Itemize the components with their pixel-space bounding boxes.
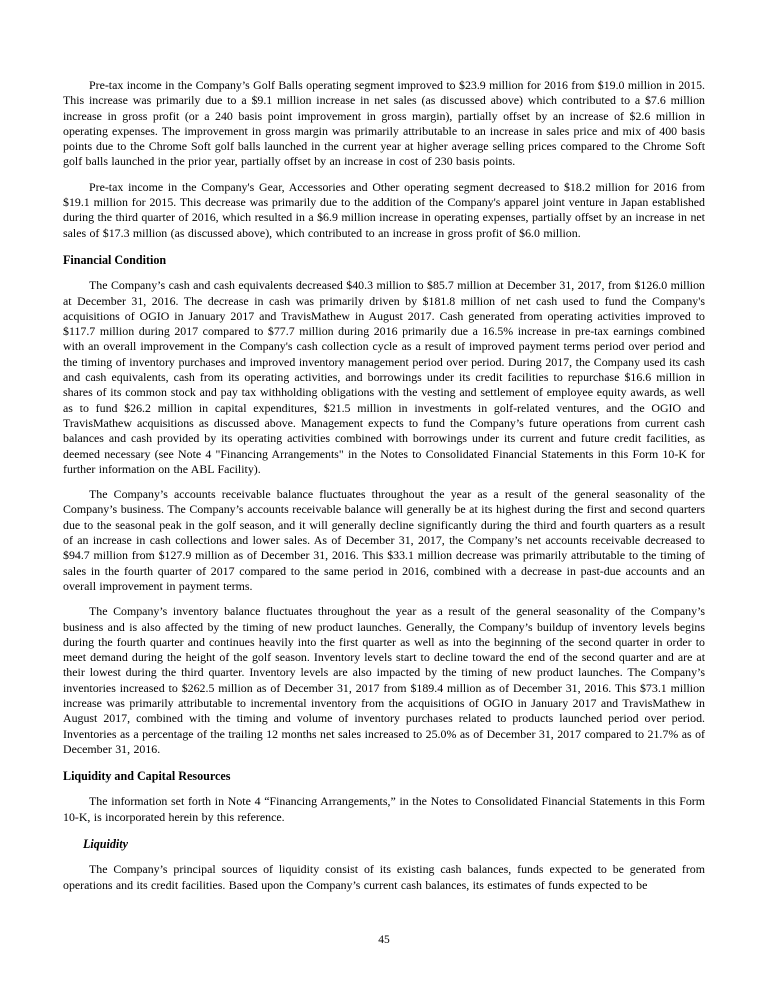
page-number: 45: [378, 934, 390, 946]
paragraph-liquidity-sources: The Company’s principal sources of liquidity consist of its existing cash balances, funds expected to be generated from operations and its credit facilities. Based upon the Company’s current cash balances, its estimates of funds expected to be: [63, 862, 705, 892]
paragraph-cash-and-equivalents: The Company’s cash and cash equivalents decreased $40.3 million to $85.7 million at December 31, 2017, from $126.0 million at December 31, 2016. The decrease in cash was primarily driven by $181.8 million of net cash used to fund the Company's acquisitions of OGIO in January 2017 and TravisMathew in August 2017. Cash generated from operating activities improved to $117.7 million during 2017 compared to $77.7 million during 2016 primarily due a 16.5% increase in pre-tax earnings combined with an overall improvement in the Company's cash collection cycle as a result of improved payment terms period over period and the timing of inventory purchases and improved inventory management period over period. During 2017, the Company used its cash and cash equivalents, cash from its operating activities, and borrowings under its credit facilities to repurchase $16.6 million in shares of its common stock and pay tax withholding obligations with the vesting and settlement of employee equity awards, as well as to fund $26.2 million in capital expenditures, $21.5 million in investments in golf-related ventures, and the OGIO and TravisMathew acquisitions as discussed above. Management expects to fund the Company’s future operations from current cash balances and cash provided by its operating activities combined with borrowings under its current and future credit facilities, as deemed necessary (see Note 4 "Financing Arrangements" in the Notes to Consolidated Financial Statements in this Form 10-K for further information on the ABL Facility).: [63, 278, 705, 476]
heading-liquidity-and-capital-resources: Liquidity and Capital Resources: [63, 769, 231, 784]
page-content: [63, 78, 705, 903]
paragraph-inventory-balance: The Company’s inventory balance fluctuates throughout the year as a result of the general seasonality of the Company’s business and is also affected by the timing of new product launches. Generally, the Company’s buildup of inventory levels begins during the fourth quarter and continues heavily into the first quarter as well as into the beginning of the second quarter in order to meet demand during the height of the golf season. Inventory levels start to decline toward the end of the second quarter and are at their lowest during the third quarter. Inventory levels are also impacted by the timing of new product launches. The Company’s inventories increased to $262.5 million as of December 31, 2017 from $189.4 million as of December 31, 2016. This $73.1 million increase was primarily attributable to incremental inventory from the acquisitions of OGIO in January 2017 and TravisMathew in August 2017, combined with the timing and volume of inventory purchases related to products launched period over period. Inventories as a percentage of the trailing 12 months net sales increased to 25.0% as of December 31, 2017 compared to 21.7% as of December 31, 2016.: [63, 604, 705, 756]
paragraph-gear-accessories-pretax-income: Pre-tax income in the Company's Gear, Accessories and Other operating segment decreased to $18.2 million for 2016 from $19.1 million for 2015. This decrease was primarily due to the addition of the Company's apparel joint venture in Japan established during the third quarter of 2016, which resulted in a $6.9 million increase in operating expenses, partially offset by an increase in net sales of $17.3 million (as discussed above), which contributed to an increase in gross profit of $6.0 million.: [63, 179, 705, 240]
heading-financial-condition: Financial Condition: [63, 252, 167, 267]
heading-liquidity: Liquidity: [83, 837, 129, 852]
paragraph-note4-incorporated-reference: The information set forth in Note 4 “Financing Arrangements,” in the Notes to Consolidated Financial Statements in this Form 10-K, is incorporated herein by this reference.: [63, 794, 705, 824]
paragraph-golf-balls-pretax-income: Pre-tax income in the Company’s Golf Balls operating segment improved to $23.9 million for 2016 from $19.0 million in 2015. This increase was primarily due to a $9.1 million increase in net sales (as discussed above) which contributed to a $7.6 million increase in gross profit (or a 240 basis point improvement in gross margin), partially offset by an increase of $2.6 million in operating expenses. The improvement in gross margin was primarily attributable to an increase in sales price and mix of 400 basis points due to the Chrome Soft golf balls launched in the current year at higher average selling prices compared to the Chrome Soft golf balls launched in the prior year, partially offset by an increase in cost of 230 basis points.: [63, 78, 705, 169]
paragraph-accounts-receivable: The Company’s accounts receivable balance fluctuates throughout the year as a result of the general seasonality of the Company’s business. The Company’s accounts receivable balance will generally be at its highest during the first and second quarters due to the seasonal peak in the golf season, and it will generally decline significantly during the third and fourth quarters as a result of an increase in cash collections and lower sales. As of December 31, 2017, the Company’s net accounts receivable decreased to $94.7 million from $127.9 million as of December 31, 2016. This $33.1 million decrease was primarily attributable to the timing of sales in the fourth quarter of 2017 compared to the same period in 2016, combined with a decrease in past-due accounts and an overall improvement in payment terms.: [63, 487, 705, 593]
